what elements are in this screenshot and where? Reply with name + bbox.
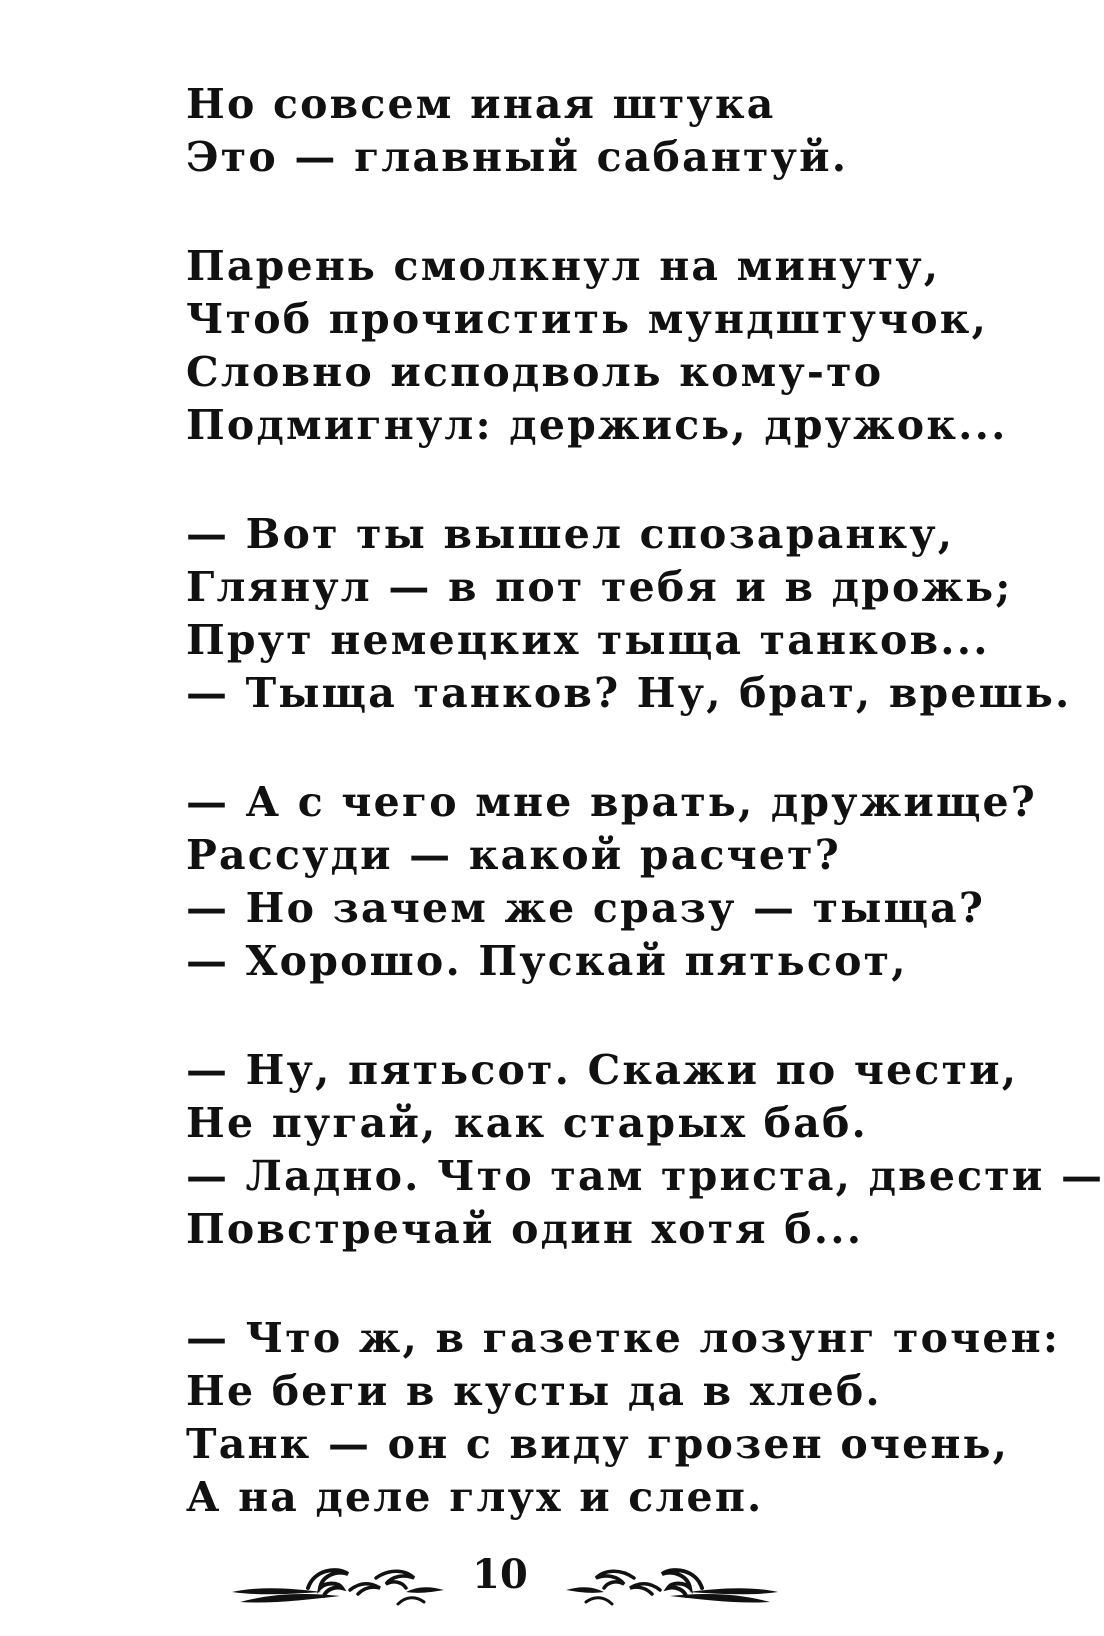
poem-line: — Ладно. Что там триста, двести — [186, 1152, 1104, 1200]
poem-text [186, 78, 1104, 1580]
page-number: 10 [472, 1551, 528, 1598]
stanza-2 [186, 240, 1008, 452]
poem-line: Парень смолкнул на минуту, [186, 242, 941, 290]
poem-line: — Но зачем же сразу — тыща? [186, 884, 986, 932]
poem-line: — Вот ты вышел спозаранку, [186, 510, 955, 558]
poem-line: Рассуди — какой расчет? [186, 831, 841, 879]
poem-line: Словно исподволь кому-то [186, 348, 884, 396]
poem-line: Танк — он с виду грозен очень, [186, 1420, 1010, 1468]
poem-line: Но совсем иная штука [186, 80, 776, 128]
page-footer [0, 1548, 1000, 1618]
poem-line: Подмигнул: держись, дружок... [186, 401, 1008, 449]
poem-line: Это — главный сабантуй. [186, 133, 849, 181]
poem-line: — Хорошо. Пускай пятьсот, [186, 937, 908, 985]
poem-line: Чтоб прочистить мундштучок, [186, 295, 989, 343]
poem-line: А на деле глух и слеп. [186, 1473, 764, 1521]
poem-line: Глянул — в пот тебя и в дрожь; [186, 563, 1013, 611]
stanza-1 [186, 78, 976, 184]
stanza-5 [186, 1044, 1104, 1256]
stanza-3 [186, 508, 1072, 720]
poem-line: — А с чего мне врать, дружище? [186, 778, 1038, 826]
poem-line: — Что ж, в газетке лозунг точен: [186, 1314, 1061, 1362]
poem-line: — Тыща танков? Ну, брат, врешь. [186, 669, 1072, 717]
poem-line: Повстречай один хотя б... [186, 1205, 864, 1253]
poem-line: Не беги в кусты да в хлеб. [186, 1367, 882, 1415]
flourish-right-icon [555, 1548, 780, 1618]
poem-line: — Ну, пятьсот. Скажи по чести, [186, 1046, 1019, 1094]
stanza-6 [186, 1312, 1061, 1524]
poem-line: Не пугай, как старых баб. [186, 1099, 869, 1147]
poem-line: Прут немецких тыща танков... [186, 616, 990, 664]
stanza-4 [186, 776, 1038, 988]
